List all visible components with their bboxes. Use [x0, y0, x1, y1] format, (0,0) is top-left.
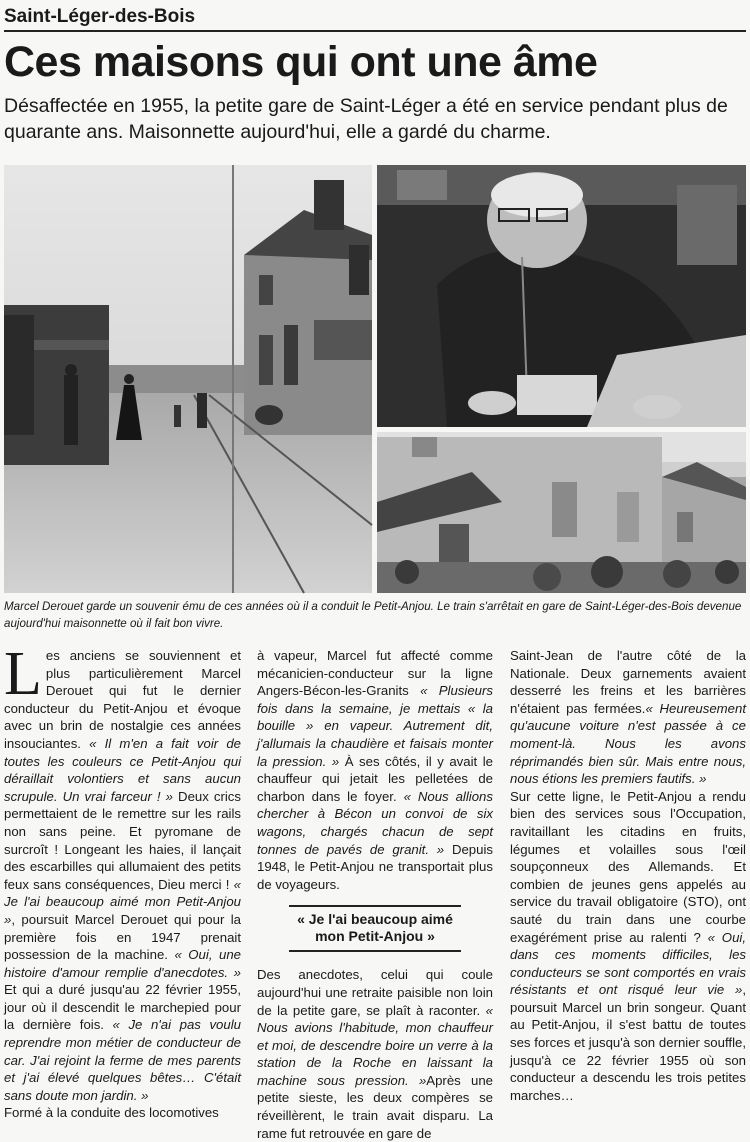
quote: « Je l'ai beaucoup aimé mon Petit-Anjou »	[4, 876, 241, 927]
paragraph: Formé à la conduite des locomotives	[4, 1105, 219, 1121]
quote: « Nous avions l'habitude, mon chauffeur et moi, de descendre boire un verre à la station de la Roche en laissant la machine sous pression. »	[257, 1002, 493, 1088]
deck: Désaffectée en 1955, la petite gare de Saint-Léger a été en service pendant plus de quarante ans. Maisonnette aujourd'hui, elle a gardé du charme.	[4, 95, 728, 143]
section-title: Saint-Léger-des-Bois	[4, 6, 196, 27]
headline: Ces maisons qui ont une âme	[4, 38, 598, 86]
paragraph: Des anecdotes, celui qui coule aujourd'hui une retraite paisible non loin de la petite gare, se plaît à raconter. « Nous avions l'habitude, mon chauffeur et moi, de descendre boire un verre à la station de la Roche en laissant la machine sous pression. »Après une petite sieste, les deux compères se réveillèrent, le train avait disparu. La rame fut retrouvée en gare de	[257, 967, 493, 1141]
photo-marcel-derouet	[377, 165, 746, 427]
section-header	[4, 4, 746, 32]
photo-caption: Marcel Derouet garde un souvenir ému de ces années où il a conduit le Petit-Anjou. Le train s'arrêtait en gare de Saint-Léger-des-Bois devenue aujourd'hui maisonnette où il fait bon vivre.	[4, 600, 742, 630]
article-column-1	[4, 640, 242, 1121]
pull-quote: « Je l'ai beaucoup aimé mon Petit-Anjou »	[289, 905, 461, 952]
paragraph: à vapeur, Marcel fut affecté comme mécanicien-conducteur sur la ligne Angers-Bécon-les-Granits « Plusieurs fois dans la semaine, je mettais « la bouille » en vapeur. Autrement dit, j'allumais la chaudière et faisais monter la pression. » À ses côtés, il y avait le chauffeur qui jetait les pelletées de charbon dans le foyer. « Nous allions chercher à Bécon un convoi de six wagons, chargés chacun de sept tonnes de pavés de granit. » Depuis 1948, le Petit-Anjou ne transportait plus de voyageurs.	[257, 648, 493, 892]
paragraph: Saint-Jean de l'autre côté de la Nationale. Deux garnements avaient desserré les freins et les barrières n'étaient pas fermées.« Heureusement qu'aucune voiture n'est passée à ce moment-là. Nous les avons réprimandés bien sûr. Mais entre nous, nous étions les premiers fautifs. »	[510, 648, 747, 787]
article-column-3	[510, 647, 746, 1102]
quote: « Heureusement qu'aucune voiture n'est passée à ce moment-là. Nous les avons réprimandés bien sûr. Mais entre nous, nous étions les premiers fautifs. »	[510, 700, 747, 787]
quote: « Plusieurs fois dans la semaine, je mettais « la bouille » en vapeur. Autrement dit, j'allumais la chaudière et faisais monter la pression. »	[257, 683, 493, 769]
paragraph: Sur cette ligne, le Petit-Anjou a rendu bien des services sous l'Occupation, ravitaillant les citadins en fruits, légumes et volailles sous l'œil soupçonneux des Allemands. Et combien de jeunes gens appelés au service du travail obligatoire (STO), ont sauté du train dans une courbe exagérément prise au ralenti ? « Oui, dans ces moments difficiles, les conducteurs se sont comportés en vrais résistants et ont risqué leur vie », poursuit Marcel un brin songeur. Quant au Petit-Anjou, il s'est battu de toutes ses forces et jusqu'à son dernier souffle, jusqu'à ce 22 février 1955 où son conducteur a descendu les trois petites marches…	[510, 788, 746, 1103]
paragraph: Les anciens se souviennent et plus particulièrement Marcel Derouet qui fut le dernier conducteur du Petit-Anjou et évoque avec un brin de nostalgie ces années insouciantes. « Il m'en a fait voir de toutes les couleurs ce Petit-Anjou qui déraillait volontiers et sans aucun scrupule. Un vrai farceur ! » Deux crics permettaient de le remettre sur les rails non sans peine. Et pyromane de surcroît ! Longeant les haies, il lançait des escarbilles qui allumaient des petits feux sans conséquences, Dieu merci ! « Je l'ai beaucoup aimé mon Petit-Anjou », poursuit Marcel Derouet qui pour la première fois en 1947 prenait possession de la machine. « Oui, une histoire d'amour remplie d'anecdotes. » Et qui a duré jusqu'au 22 février 1955, jour où il descendit le marchepied pour la dernière fois. « Je n'ai pas voulu reprendre mon métier de conducteur de car. J'ai rejoint la ferme de mes parents et j'ai élevé quelques bêtes… C'était sans doute mon jardin. »	[4, 640, 242, 1103]
quote: « Je n'ai pas voulu reprendre mon métier de conducteur de car. J'ai rejoint la ferme de mes parents et j'ai élevé quelques bêtes… C'était sans doute mon jardin. »	[4, 1017, 241, 1103]
article-column-2	[257, 647, 493, 1141]
drop-cap: L	[4, 640, 42, 708]
photo-old-station	[4, 165, 372, 593]
quote: « Il m'en a fait voir de toutes les couleurs ce Petit-Anjou qui déraillait volontiers et sans aucun scrupule. Un vrai farceur ! »	[4, 735, 242, 804]
quote: « Oui, dans ces moments difficiles, les conducteurs se sont comportés en vrais résistants et ont risqué leur vie »	[510, 929, 746, 998]
quote: « Nous allions chercher à Bécon un convoi de six wagons, chargés chacun de sept tonnes de pavés de granit. »	[257, 788, 493, 857]
quote: « Oui, une histoire d'amour remplie d'anecdotes. »	[4, 947, 241, 980]
photo-station-today	[377, 432, 746, 593]
